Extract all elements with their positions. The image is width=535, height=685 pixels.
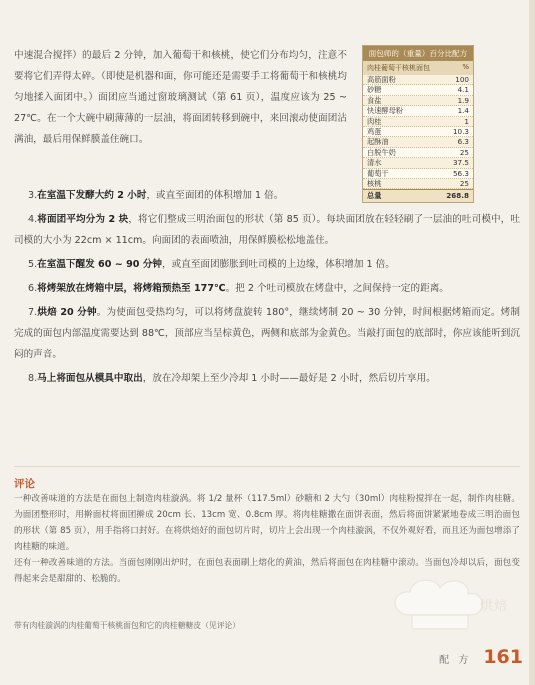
ingredient-percent: 100 [455, 75, 469, 84]
step-3 [14, 185, 520, 206]
step-number: 3. [28, 190, 38, 201]
photo-caption: 带有肉桂漩涡的肉桂葡萄干核桃面包和它的肉桂糖糖皮（见评论） [14, 621, 241, 630]
ingredient-name: 食盐 [367, 95, 382, 105]
ingredient-percent: 4.1 [457, 85, 469, 95]
ingredient-percent: 37.5 [452, 158, 469, 168]
ingredient-name: 白脱牛奶 [367, 147, 396, 157]
table-row [363, 85, 473, 95]
ingredient-name: 葡萄干 [367, 168, 389, 178]
table-row [363, 75, 473, 85]
step-number: 6. [28, 283, 38, 294]
step-lead: 将面团平均分为 2 块 [37, 214, 129, 225]
chef-hat-watermark-icon [380, 570, 520, 640]
svg-text:烘: 烘 [480, 599, 494, 614]
step-7 [14, 302, 520, 365]
ingredient-percent: 1 [464, 116, 469, 126]
table-header-percent: % [462, 63, 469, 71]
intro-paragraph: 中速混合搅拌）的最后 2 分钟，加入葡萄干和核桃，使它们分布均匀，注意不要将它们弄得太碎。（即使是机器和面，你可能还是需要手工将葡萄干和核桃均匀地揉入面团中。）面团应当通过窗玻璃测试（第 61 页），温度应该为 25 ~ 27℃。在一个大碗中刷薄薄的一层油，将面团转移到碗中，来回滚动使面团沾满油，最后用保鲜膜盖住碗口。 [14, 50, 347, 145]
step-lead: 在室温下醒发 60 ~ 90 分钟 [37, 259, 163, 270]
ingredient-percent: 6.3 [457, 137, 469, 147]
review-heading: 评论 [14, 478, 35, 490]
step-number: 8. [28, 373, 38, 384]
ingredient-name: 高筋面粉 [367, 75, 396, 84]
ingredient-percent: 1.9 [457, 95, 469, 105]
table-row [363, 106, 473, 116]
table-row [363, 169, 473, 179]
step-text: ，放在冷却架上至少冷却 1 小时——最好是 2 小时，然后切片享用。 [142, 373, 436, 384]
step-number: 7. [28, 307, 38, 318]
step-lead: 烘焙 20 分钟 [37, 307, 97, 318]
step-number: 4. [28, 214, 38, 225]
ingredient-percent: 25 [459, 147, 469, 157]
footer-section-label: 配 方 [439, 655, 472, 666]
step-lead: 马上将面包从模具中取出 [37, 373, 143, 384]
step-text: 。把 2 个吐司模放在烤盘中，之间保持一定的距离。 [225, 283, 449, 294]
ingredient-name: 核桃 [367, 178, 382, 188]
step-emphasis: 将烤架放在烤箱中层，将烤箱预热至 177℃ [37, 283, 226, 294]
ingredient-name: 快速酵母粉 [367, 106, 403, 116]
total-value: 268.8 [446, 191, 469, 201]
ingredient-name: 清水 [367, 158, 382, 168]
table-title: 面包师的（重量）百分比配方 [363, 46, 473, 61]
step-5 [14, 254, 520, 275]
table-header-recipe: 肉桂葡萄干核桃面包 [367, 64, 430, 72]
table-row [363, 117, 473, 127]
step-text: ，将它们整成三明治面包的形状（第 85 页）。每块面团放在轻轻刷了一层油的吐司模中，吐司模的大小为 22cm × 11cm。向面团的表面喷油，用保鲜膜松松地盖住。 [14, 214, 520, 246]
review-paragraph-2: 还有一种改善味道的方法。当面包刚刚出炉时，在面包表面刷上熔化的黄油，然后将面包在肉桂糖中滚动。当面包冷却以后，面包变得起来会是甜甜的、松脆的。 [14, 558, 520, 584]
svg-text:焙: 焙 [494, 599, 508, 614]
ingredient-name: 肉桂 [367, 116, 382, 126]
step-8 [14, 368, 520, 389]
page-number: 161 [483, 646, 523, 668]
total-label: 总量 [367, 191, 382, 201]
page-footer [439, 646, 523, 668]
review-paragraph-1: 一种改善味道的方法是在面包上制造肉桂漩涡。将 1/2 量杯（117.5ml）砂糖和 2 大勺（30ml）肉桂粉搅拌在一起，制作肉桂糖。为面团整形时，用擀面杖将面团擀成 20cm 长、13cm 宽、0.8cm 厚。将肉桂糖撒在面饼表面，然后将面饼紧紧地卷成三明治面包的形状（第 85 页），用手指将口封好。在将烘焙好的面包切片时，切片上会出现一个肉桂漩涡，不仅外观好看，而且还为面包增添了肉桂糖的味道。 [14, 494, 520, 552]
step-lead: 在室温下发酵大约 2 小时 [37, 190, 147, 201]
bakers-percentage-table [362, 45, 474, 203]
table-row [363, 127, 473, 137]
ingredient-percent: 1.4 [457, 106, 469, 116]
table-header [363, 61, 473, 75]
table-row [363, 158, 473, 168]
ingredient-name: 起酥油 [367, 137, 389, 147]
step-4 [14, 209, 520, 251]
table-row [363, 148, 473, 158]
step-text: 。为使面包受热均匀，可以将烤盘旋转 180°，继续烤制 20 ~ 30 分钟，时间根据烤箱而定。烤制完成的面包内部温度需要达到 88℃，顶部应当呈棕黄色，两侧和底部为金黄色。当敲打面包的底部时，你应该能听到沉闷的声音。 [14, 307, 520, 360]
table-body [363, 75, 473, 189]
steps-list [14, 185, 520, 392]
ingredient-name: 砂糖 [367, 85, 382, 95]
section-divider [14, 466, 520, 467]
ingredient-percent: 10.3 [452, 126, 469, 136]
page-edge [529, 0, 535, 685]
step-text: ，或直至面团膨胀到吐司模的上边缘，体积增加 1 倍。 [162, 259, 395, 270]
step-6 [14, 278, 520, 299]
step-number: 5. [28, 259, 38, 270]
ingredient-name: 鸡蛋 [367, 126, 382, 136]
table-row [363, 96, 473, 106]
table-row [363, 137, 473, 147]
ingredient-percent: 56.3 [452, 168, 469, 178]
step-text: ，或直至面团的体积增加 1 倍。 [146, 190, 284, 201]
ingredient-percent: 25 [459, 178, 469, 188]
